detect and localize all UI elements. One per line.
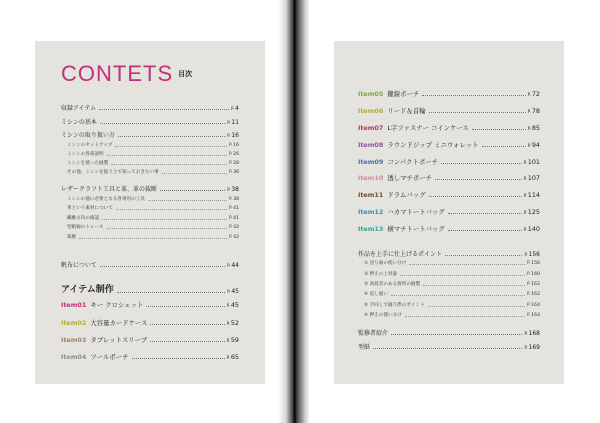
dot-leader	[102, 219, 227, 220]
toc-entry-label: キー クロシェット	[90, 301, 144, 309]
item-number: Item10	[358, 174, 384, 182]
toc-entry-label: 革という素材について	[67, 206, 113, 211]
toc-entry-label: ミシンを使った縫製	[67, 161, 109, 166]
dot-leader	[99, 109, 229, 110]
dot-leader	[107, 155, 227, 156]
toc-subentry	[67, 169, 239, 175]
toc-header	[61, 61, 192, 87]
toc-entry-label: レザークラフト工具と革、革の裁断	[61, 186, 158, 193]
toc-entry-label: ラウンドジップ ミニウォレット	[387, 141, 479, 149]
dot-leader	[400, 275, 525, 276]
dot-leader	[405, 316, 525, 317]
page-number: P.42	[229, 234, 239, 240]
dot-leader	[116, 209, 227, 210]
item-number: Item05	[358, 90, 384, 98]
page-number: P.107	[523, 174, 540, 182]
page-number: P.16	[229, 142, 239, 148]
toc-entry-label: 鍵線ポーチ	[387, 90, 420, 98]
item-number: Item06	[358, 107, 384, 115]
item-number: Item04	[61, 353, 87, 361]
page-number: P.164	[527, 312, 540, 318]
toc-section-heading	[61, 282, 239, 295]
page-number: P.52	[226, 319, 239, 327]
toc-entry-label: ③ 高低差のある箇所の縫製	[364, 282, 421, 287]
dot-leader	[409, 264, 525, 265]
page-number: P.78	[527, 107, 540, 115]
dot-leader	[150, 324, 224, 325]
toc-item-entry	[358, 224, 540, 233]
page-number: P.65	[226, 353, 239, 361]
dot-leader	[435, 179, 522, 180]
page-number: P.38	[229, 196, 239, 202]
toc-item-entry	[61, 300, 239, 309]
toc-entry	[358, 328, 540, 337]
toc-entry-label: ミシンの各部説明	[67, 152, 104, 157]
page-number: P.156	[524, 251, 540, 258]
page-number: P.44	[227, 262, 239, 269]
dot-leader	[428, 306, 525, 307]
item-number: Item02	[61, 319, 87, 327]
dot-leader	[100, 266, 225, 267]
item-number: Item13	[358, 225, 384, 233]
toc-entry-label: L字ファスナー コインケース	[387, 124, 469, 132]
page-number: P.45	[226, 301, 239, 309]
page-number: P.36	[229, 169, 239, 175]
item-number: Item12	[358, 208, 384, 216]
page-number: P.125	[523, 208, 540, 216]
left-page	[35, 41, 265, 384]
page-number: P.140	[523, 225, 540, 233]
toc-entry-label: ① 送り歯の使い分け	[364, 261, 407, 266]
dot-leader	[391, 334, 522, 335]
toc-entry	[61, 184, 239, 193]
toc-subentry	[364, 312, 540, 318]
dot-leader	[441, 163, 522, 164]
toc-entry-label: ⑤ 手回しで縫う際のポイント	[364, 303, 425, 308]
page-number: P.101	[523, 158, 540, 166]
dot-leader	[117, 292, 226, 293]
page-number: P.26	[229, 151, 239, 157]
page-number: P.59	[226, 336, 239, 344]
page-number: P.45	[227, 288, 239, 295]
toc-item-entry	[358, 190, 540, 199]
page-number: P.72	[527, 90, 540, 98]
toc-entry-label: 大容量カードケース	[90, 319, 148, 327]
toc-entry-label: ⑥ 押えの使い分け	[364, 313, 402, 318]
toc-entry-label: ミシンの基本	[61, 119, 97, 126]
page-number: P.41	[229, 215, 239, 221]
toc-subtitle: 目次	[178, 70, 193, 78]
toc-entry-label: 型紙線のトレース	[67, 225, 104, 230]
toc-title: CONTETS	[61, 61, 174, 86]
page-number: P.164	[527, 302, 540, 308]
dot-leader	[100, 123, 225, 124]
toc-item-entry	[61, 335, 239, 344]
toc-entry-label: 収録アイテム	[61, 105, 97, 112]
dot-leader	[79, 238, 227, 239]
item-number: Item01	[61, 301, 87, 309]
page-number: P.11	[227, 119, 239, 126]
dot-leader	[391, 295, 525, 296]
item-number: Item03	[61, 336, 87, 344]
page-number: P.114	[523, 191, 540, 199]
page-number: P.41	[229, 205, 239, 211]
dot-leader	[111, 164, 227, 165]
toc-entry-label: 型紙	[358, 344, 371, 351]
toc-entry-label: 横マチトートバッグ	[387, 225, 445, 233]
toc-item-entry	[358, 123, 540, 132]
dot-leader	[422, 95, 526, 96]
dot-leader	[146, 306, 224, 307]
toc-entry-label: 帆布について	[61, 262, 97, 269]
toc-subentry	[364, 281, 540, 287]
toc-entry-label: 裁断	[67, 235, 77, 240]
toc-entry-label: ハカマトートバッグ	[387, 208, 445, 216]
dot-leader	[429, 112, 526, 113]
dot-leader	[472, 129, 526, 130]
page-number: P.162	[527, 291, 540, 297]
dot-leader	[160, 190, 225, 191]
toc-entry-label: ④ 返し縫い	[364, 292, 388, 297]
toc-item-entry	[358, 106, 540, 115]
toc-item-entry	[358, 173, 540, 182]
dot-leader	[373, 348, 522, 349]
toc-entry-label: ② 押えの上昇量	[364, 272, 398, 277]
toc-subentry	[67, 142, 239, 148]
page-number: P.4	[231, 105, 239, 112]
dot-leader	[429, 196, 522, 197]
dot-leader	[448, 230, 522, 231]
dot-leader	[162, 173, 227, 174]
toc-entry-label: アイテム制作	[61, 285, 114, 295]
page-number: P.94	[527, 141, 540, 149]
dot-leader	[423, 285, 525, 286]
toc-entry-label: ドラムバッグ	[387, 191, 426, 199]
dot-leader	[118, 136, 225, 137]
dot-leader	[107, 228, 228, 229]
item-number: Item11	[358, 191, 384, 199]
toc-entry	[61, 117, 239, 126]
page-number: P.28	[229, 160, 239, 166]
toc-entry	[61, 103, 239, 112]
toc-subentry	[67, 151, 239, 157]
toc-entry-label: コンパクトポーチ	[387, 158, 439, 166]
toc-subentry	[67, 160, 239, 166]
toc-entry-label: リード＆首輪	[387, 107, 426, 115]
dot-leader	[148, 200, 227, 201]
toc-entry	[61, 130, 239, 139]
toc-subentry	[67, 215, 239, 221]
toc-entry-label: 繊維方向の確認	[67, 216, 100, 221]
item-number: Item07	[358, 124, 384, 132]
page-number: P.169	[524, 344, 540, 351]
toc-subentry	[364, 271, 540, 277]
page-number: P.16	[227, 132, 239, 139]
toc-item-entry	[358, 207, 540, 216]
toc-entry	[358, 249, 540, 258]
toc-subentry	[67, 224, 239, 230]
toc-entry-label: タブレットスリーブ	[90, 336, 148, 344]
toc-entry	[61, 260, 239, 269]
dot-leader	[482, 146, 526, 147]
toc-entry-label: ツールポーチ	[90, 353, 129, 361]
dot-leader	[150, 341, 225, 342]
toc-item-entry	[61, 318, 239, 327]
toc-entry-label: その他、ミシンを扱う上で知っておきたい事	[67, 170, 159, 175]
dot-leader	[115, 146, 227, 147]
toc-item-entry	[358, 157, 540, 166]
page-number: P.85	[527, 124, 540, 132]
toc-subentry	[364, 260, 540, 266]
page-number: P.42	[229, 224, 239, 230]
toc-entry-label: ミシンのセットアップ	[67, 143, 113, 148]
book-gutter	[278, 0, 310, 423]
page-number: P.160	[527, 271, 540, 277]
toc-entry-label: 作品を上手に仕上げるポイント	[358, 251, 443, 258]
item-number: Item09	[358, 158, 384, 166]
toc-subentry	[67, 196, 239, 202]
page-number: P.168	[524, 330, 540, 337]
toc-entry-label: 透しマチポーチ	[387, 174, 433, 182]
toc-subentry	[67, 205, 239, 211]
page-number: P.156	[527, 260, 540, 266]
toc-entry-label: ミシンの取り扱い方	[61, 132, 115, 139]
toc-entry-label: ミシンの他に必要となる各専用の工具	[67, 197, 145, 202]
dot-leader	[445, 255, 522, 256]
toc-subentry	[364, 291, 540, 297]
toc-subentry	[364, 302, 540, 308]
dot-leader	[448, 213, 522, 214]
toc-item-entry	[358, 89, 540, 98]
toc-entry	[358, 342, 540, 351]
toc-item-entry	[358, 140, 540, 149]
page-number: P.38	[227, 186, 239, 193]
page-number: P.162	[527, 281, 540, 287]
right-page	[334, 41, 564, 384]
toc-subentry	[67, 234, 239, 240]
dot-leader	[132, 358, 225, 359]
item-number: Item08	[358, 141, 384, 149]
toc-item-entry	[61, 352, 239, 361]
toc-entry-label: 監修者紹介	[358, 330, 389, 337]
